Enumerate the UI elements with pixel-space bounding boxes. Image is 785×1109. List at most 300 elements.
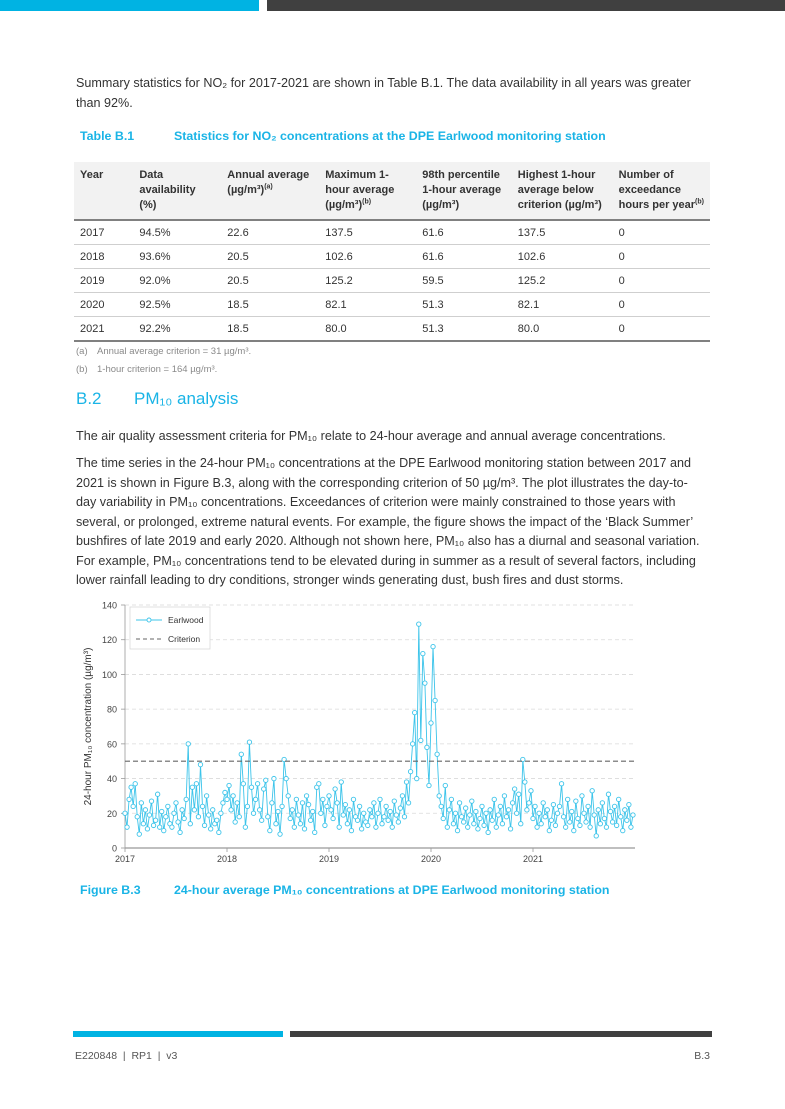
table-cell: 0 <box>613 317 710 342</box>
legend-earlwood-label: Earlwood <box>168 615 204 625</box>
data-point <box>627 802 631 806</box>
data-point <box>247 740 251 744</box>
data-point <box>361 811 365 815</box>
data-point <box>519 822 523 826</box>
y-tick-label: 0 <box>111 843 117 854</box>
data-point <box>351 797 355 801</box>
data-point <box>145 827 149 831</box>
data-point <box>606 792 610 796</box>
data-point <box>288 816 292 820</box>
data-point <box>592 813 596 817</box>
data-point <box>400 794 404 798</box>
table-cell: 0 <box>613 269 710 293</box>
data-point <box>427 783 431 787</box>
data-point <box>529 789 533 793</box>
section-heading <box>76 389 238 409</box>
data-point <box>290 808 294 812</box>
data-point <box>294 797 298 801</box>
data-point <box>276 809 280 813</box>
data-point <box>596 808 600 812</box>
data-point <box>264 778 268 782</box>
table-cell: 18.5 <box>221 317 319 342</box>
data-point <box>259 818 263 822</box>
data-point <box>478 816 482 820</box>
data-point <box>565 797 569 801</box>
data-point <box>621 828 625 832</box>
data-point <box>582 811 586 815</box>
data-point <box>223 790 227 794</box>
data-point <box>233 820 237 824</box>
table-cell: 22.6 <box>221 220 319 245</box>
data-point <box>194 782 198 786</box>
data-point <box>514 811 518 815</box>
y-tick-label: 40 <box>106 774 117 785</box>
x-tick-label: 2018 <box>216 854 238 864</box>
table-cell: 0 <box>613 220 710 245</box>
data-point <box>131 804 135 808</box>
data-point <box>335 801 339 805</box>
table-row <box>74 317 710 342</box>
data-point <box>523 780 527 784</box>
data-point <box>339 780 343 784</box>
data-point <box>590 789 594 793</box>
data-point <box>166 804 170 808</box>
data-point <box>625 818 629 822</box>
data-point <box>231 794 235 798</box>
data-point <box>227 783 231 787</box>
data-point <box>135 815 139 819</box>
data-point <box>435 752 439 756</box>
table-cell: 2017 <box>74 220 133 245</box>
data-point <box>474 809 478 813</box>
table-cell: 125.2 <box>319 269 416 293</box>
data-point <box>251 811 255 815</box>
data-point <box>545 808 549 812</box>
data-point <box>137 832 141 836</box>
data-point <box>172 811 176 815</box>
x-tick-label: 2021 <box>522 854 544 864</box>
data-point <box>588 825 592 829</box>
y-tick-label: 100 <box>101 669 117 680</box>
data-point <box>304 794 308 798</box>
pm10-time-series-chart <box>72 596 642 868</box>
table-caption <box>80 129 606 143</box>
data-point <box>123 811 127 815</box>
data-point <box>249 785 253 789</box>
data-point <box>170 825 174 829</box>
data-point <box>229 808 233 812</box>
data-point <box>537 811 541 815</box>
data-point <box>349 828 353 832</box>
x-tick-label: 2017 <box>114 854 136 864</box>
table-cell: 2020 <box>74 293 133 317</box>
table-cell: 0 <box>613 293 710 317</box>
data-point <box>437 794 441 798</box>
table-row <box>74 293 710 317</box>
column-header <box>613 162 710 220</box>
data-point <box>629 825 633 829</box>
y-tick-label: 20 <box>106 808 117 819</box>
footnote-b <box>76 364 217 375</box>
data-point <box>308 818 312 822</box>
no2-statistics-table <box>74 162 710 342</box>
data-point <box>394 813 398 817</box>
data-point <box>127 797 131 801</box>
data-point <box>535 825 539 829</box>
data-point <box>517 792 521 796</box>
paragraph-time-series: The time series in the 24-hour PM₁₀ concentrations at the DPE Earlwood monitoring station between 2017 and 2021 is shown in Figure B.3, along with the corresponding criterion of 50 µg/m³. The plot illustrates the day-to-day variability in PM₁₀ concentrations. Exceedances of criterion were mainly constrained to those years with several, or prolonged, extreme natural events. For example, the figure shows the impact of the ‘Black Summer’ bushfires of late 2019 and early 2020. Although not shown here, PM₁₀ also has a diurnal and seasonal variation. For example, PM₁₀ concentrations tend to be elevated during in summer as a result of several factors, including lower rainfall leading to dry conditions, stronger winds generating dust, bush fires and dust storms. <box>76 456 700 587</box>
data-point <box>217 830 221 834</box>
data-point <box>359 827 363 831</box>
data-point <box>184 797 188 801</box>
data-point <box>237 815 241 819</box>
data-point <box>525 808 529 812</box>
data-point <box>429 721 433 725</box>
table-cell: 51.3 <box>416 317 512 342</box>
data-point <box>466 825 470 829</box>
data-point <box>470 799 474 803</box>
data-point <box>141 822 145 826</box>
data-point <box>370 815 374 819</box>
data-point <box>616 797 620 801</box>
column-header-label: 98th percentile 1-hour average (µg/m³) <box>422 169 502 211</box>
data-point <box>531 816 535 820</box>
data-point <box>549 818 553 822</box>
data-point <box>604 825 608 829</box>
data-point <box>376 811 380 815</box>
data-point <box>563 825 567 829</box>
data-point <box>298 822 302 826</box>
data-point <box>274 822 278 826</box>
section-title: PM₁₀ analysis <box>134 389 239 408</box>
table-cell: 80.0 <box>319 317 416 342</box>
data-point <box>286 794 290 798</box>
data-point <box>610 820 614 824</box>
data-point <box>333 787 337 791</box>
table-cell: 137.5 <box>319 220 416 245</box>
data-point <box>570 809 574 813</box>
column-header-label: Number of exceedance hours per year <box>618 169 696 211</box>
data-point <box>512 787 516 791</box>
data-point <box>527 801 531 805</box>
data-point <box>245 804 249 808</box>
data-point <box>410 742 414 746</box>
data-point <box>476 827 480 831</box>
data-point <box>553 823 557 827</box>
data-point <box>221 801 225 805</box>
data-point <box>355 818 359 822</box>
data-point <box>396 820 400 824</box>
data-point <box>296 813 300 817</box>
data-point <box>594 834 598 838</box>
table-cell: 20.5 <box>221 245 319 269</box>
data-point <box>500 822 504 826</box>
data-point <box>190 785 194 789</box>
data-point <box>153 818 157 822</box>
data-point <box>504 815 508 819</box>
data-point <box>390 825 394 829</box>
data-point <box>576 816 580 820</box>
column-header-label: Highest 1-hour average below criterion (µg/m³) <box>517 169 602 211</box>
series-line-earlwood <box>125 624 633 836</box>
data-point <box>302 827 306 831</box>
data-point <box>211 808 215 812</box>
table-cell: 102.6 <box>512 245 613 269</box>
data-point <box>572 828 576 832</box>
footnote-a <box>76 346 251 357</box>
data-point <box>482 823 486 827</box>
x-tick-label: 2020 <box>420 854 442 864</box>
data-point <box>423 681 427 685</box>
data-point <box>557 804 561 808</box>
data-point <box>206 813 210 817</box>
data-point <box>278 832 282 836</box>
data-point <box>160 809 164 813</box>
data-point <box>164 815 168 819</box>
data-point <box>508 827 512 831</box>
table-cell: 61.6 <box>416 220 512 245</box>
data-point <box>208 827 212 831</box>
table-cell: 80.0 <box>512 317 613 342</box>
data-point <box>561 815 565 819</box>
data-point <box>408 769 412 773</box>
data-point <box>378 797 382 801</box>
table-cell: 59.5 <box>416 269 512 293</box>
x-tick-label: 2019 <box>318 854 340 864</box>
data-point <box>270 801 274 805</box>
table-cell: 2019 <box>74 269 133 293</box>
data-point <box>319 811 323 815</box>
table-cell: 94.5% <box>133 220 221 245</box>
data-point <box>449 797 453 801</box>
data-point <box>619 815 623 819</box>
data-point <box>284 776 288 780</box>
header-accent-bar <box>0 0 259 11</box>
data-point <box>510 801 514 805</box>
table-row <box>74 245 710 269</box>
data-point <box>578 823 582 827</box>
data-point <box>433 698 437 702</box>
data-point <box>415 776 419 780</box>
data-point <box>539 822 543 826</box>
data-point <box>492 797 496 801</box>
column-header <box>133 162 221 220</box>
data-point <box>486 830 490 834</box>
figure-caption-title: 24-hour average PM₁₀ concentrations at DPE Earlwood monitoring station <box>174 883 610 897</box>
table-cell: 18.5 <box>221 293 319 317</box>
data-point <box>455 828 459 832</box>
column-header-label: Data availability (%) <box>139 169 196 211</box>
table-cell: 92.0% <box>133 269 221 293</box>
data-point <box>533 804 537 808</box>
data-point <box>496 813 500 817</box>
data-point <box>419 738 423 742</box>
data-point <box>255 782 259 786</box>
data-point <box>386 818 390 822</box>
data-point <box>425 745 429 749</box>
data-point <box>494 825 498 829</box>
data-point <box>568 820 572 824</box>
data-point <box>272 776 276 780</box>
data-point <box>602 816 606 820</box>
data-point <box>368 808 372 812</box>
column-header <box>221 162 319 220</box>
data-point <box>541 801 545 805</box>
paragraph-criteria: The air quality assessment criteria for PM₁₀ relate to 24-hour average and annual average concentrations. <box>76 429 666 443</box>
data-point <box>547 828 551 832</box>
data-point <box>176 820 180 824</box>
table-row <box>74 269 710 293</box>
data-point <box>317 782 321 786</box>
data-point <box>313 830 317 834</box>
data-point <box>543 815 547 819</box>
data-point <box>235 801 239 805</box>
data-point <box>129 785 133 789</box>
y-tick-label: 120 <box>101 635 117 646</box>
data-point <box>341 813 345 817</box>
table-cell: 2021 <box>74 317 133 342</box>
data-point <box>421 651 425 655</box>
data-point <box>388 809 392 813</box>
document-reference: E220848 | RP1 | v3 <box>75 1050 178 1062</box>
data-point <box>490 818 494 822</box>
table-cell: 61.6 <box>416 245 512 269</box>
data-point <box>337 825 341 829</box>
data-point <box>417 622 421 626</box>
data-point <box>200 804 204 808</box>
table-cell: 51.3 <box>416 293 512 317</box>
data-point <box>133 782 137 786</box>
table-cell: 0 <box>613 245 710 269</box>
data-point <box>472 822 476 826</box>
table-caption-title: Statistics for NO₂ concentrations at the DPE Earlwood monitoring station <box>174 129 606 143</box>
footnote-marker: (b) <box>362 198 372 206</box>
data-point <box>631 813 635 817</box>
data-point <box>186 742 190 746</box>
data-point <box>453 811 457 815</box>
data-point <box>598 822 602 826</box>
data-point <box>584 820 588 824</box>
footnote-marker: (a) <box>264 183 273 191</box>
data-point <box>202 823 206 827</box>
data-point <box>292 825 296 829</box>
data-point <box>406 801 410 805</box>
data-point <box>398 806 402 810</box>
column-header <box>74 162 133 220</box>
data-point <box>392 799 396 803</box>
data-point <box>480 804 484 808</box>
data-point <box>402 815 406 819</box>
header-dark-bar <box>267 0 785 11</box>
table-cell: 82.1 <box>319 293 416 317</box>
data-point <box>225 797 229 801</box>
data-point <box>323 823 327 827</box>
data-point <box>457 801 461 805</box>
y-tick-label: 60 <box>106 739 117 750</box>
data-point <box>125 825 129 829</box>
column-header-label: Year <box>80 169 104 181</box>
data-point <box>345 822 349 826</box>
footnote-marker: (b) <box>695 198 704 206</box>
footnote-text: 1-hour criterion = 164 µg/m³. <box>97 364 218 375</box>
data-point <box>262 787 266 791</box>
data-point <box>468 813 472 817</box>
page-number: B.3 <box>694 1050 710 1062</box>
data-point <box>431 644 435 648</box>
data-point <box>174 801 178 805</box>
data-point <box>310 809 314 813</box>
data-point <box>147 813 151 817</box>
intro-paragraph: Summary statistics for NO₂ for 2017-2021 are shown in Table B.1. The data availability in all years was greater than 92%. <box>76 76 691 110</box>
data-point <box>614 823 618 827</box>
data-point <box>253 797 257 801</box>
data-point <box>257 808 261 812</box>
column-header <box>512 162 613 220</box>
data-point <box>574 799 578 803</box>
y-tick-label: 140 <box>101 600 117 611</box>
data-point <box>139 801 143 805</box>
y-axis-label: 24-hour PM₁₀ concentration (µg/m³) <box>83 647 94 806</box>
data-point <box>155 792 159 796</box>
data-point <box>196 815 200 819</box>
data-point <box>192 808 196 812</box>
data-point <box>280 804 284 808</box>
table-cell: 92.5% <box>133 293 221 317</box>
column-header-label: Annual average (µg/m³) <box>227 169 310 196</box>
data-point <box>162 828 166 832</box>
data-point <box>445 825 449 829</box>
data-point <box>343 802 347 806</box>
data-point <box>380 822 384 826</box>
column-header-label: Maximum 1-hour average (µg/m³) <box>325 169 395 211</box>
footer-accent-bar <box>73 1031 283 1037</box>
data-point <box>327 794 331 798</box>
section-number: B.2 <box>76 389 102 408</box>
table-row <box>74 220 710 245</box>
data-point <box>439 804 443 808</box>
data-point <box>623 808 627 812</box>
column-header <box>416 162 512 220</box>
data-point <box>347 808 351 812</box>
data-point <box>151 823 155 827</box>
data-point <box>239 752 243 756</box>
data-point <box>451 822 455 826</box>
table-cell: 92.2% <box>133 317 221 342</box>
data-point <box>372 801 376 805</box>
data-point <box>488 808 492 812</box>
data-point <box>608 809 612 813</box>
data-point <box>412 710 416 714</box>
data-point <box>384 804 388 808</box>
data-point <box>219 811 223 815</box>
y-tick-label: 80 <box>106 704 117 715</box>
data-point <box>204 794 208 798</box>
data-point <box>580 794 584 798</box>
data-point <box>441 816 445 820</box>
data-point <box>143 808 147 812</box>
table-cell: 20.5 <box>221 269 319 293</box>
data-point <box>559 782 563 786</box>
data-point <box>243 825 247 829</box>
data-point <box>182 816 186 820</box>
data-point <box>555 811 559 815</box>
legend-criterion-label: Criterion <box>168 634 201 644</box>
data-point <box>366 823 370 827</box>
data-point <box>215 818 219 822</box>
figure-caption <box>80 883 610 897</box>
footnote-label: (a) <box>76 346 88 357</box>
data-point <box>600 801 604 805</box>
